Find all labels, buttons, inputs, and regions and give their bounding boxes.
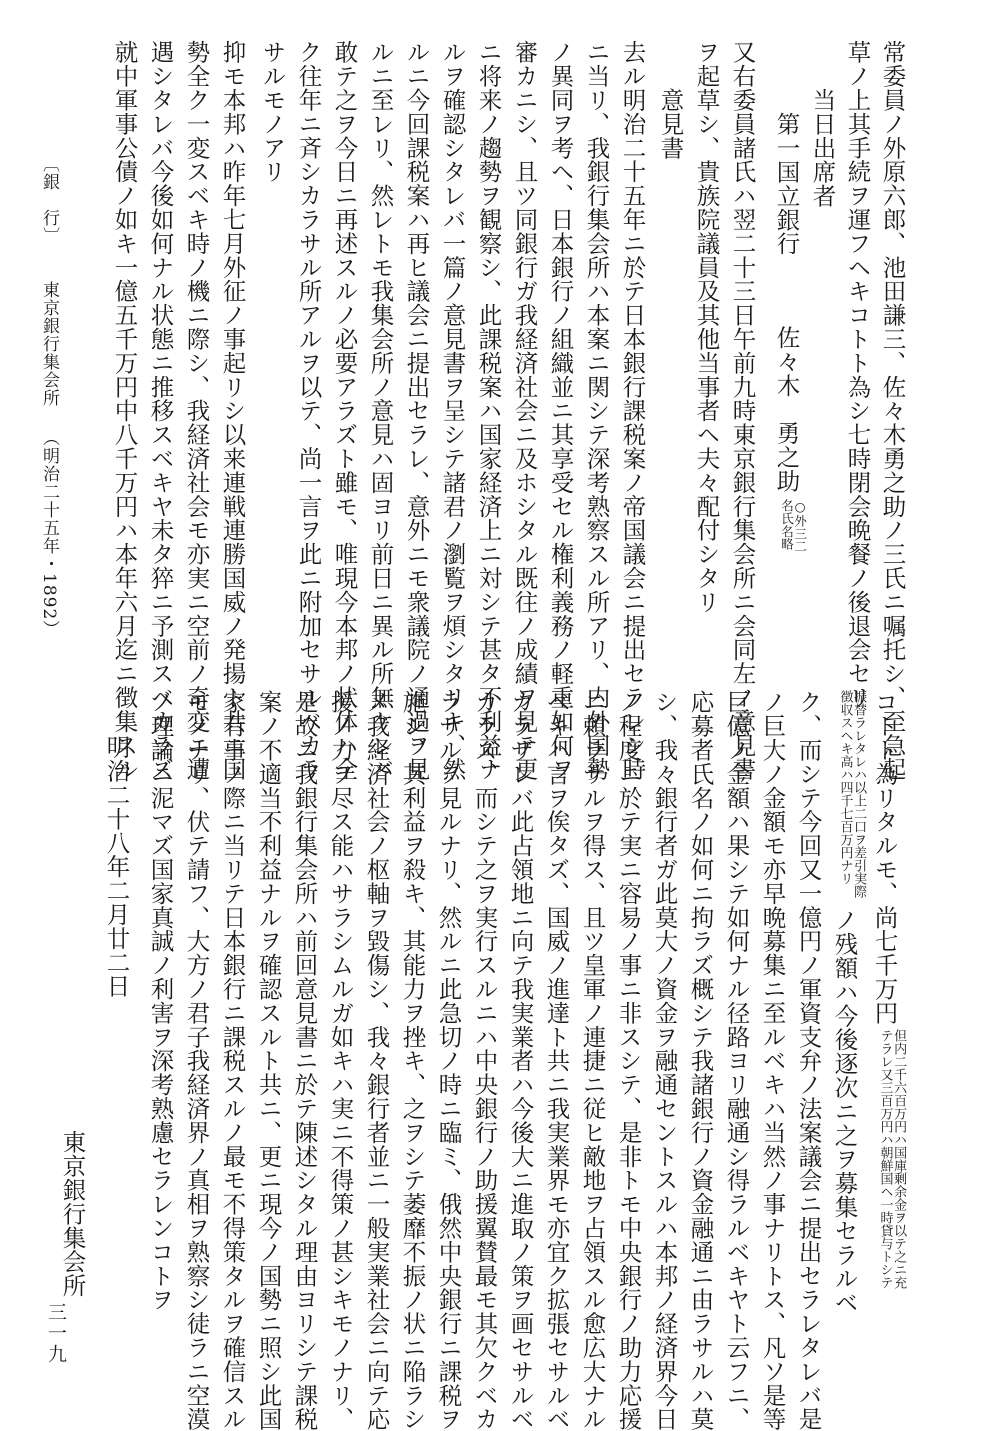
text-column: ルニ今回課税案ハ再ヒ議会ニ提出セラレ、意外ニモ衆議院ノ通過ヲ見 [402, 40, 431, 781]
text-column: モノナリ、伏テ請フ、大方ノ君子我経済界ノ真相ヲ熟察シ徒ラニ空漠 [182, 690, 211, 1431]
column-text: ノ残額ハ今後逐次ニ之ヲ募集セラルベ [830, 908, 859, 1315]
inline-note [878, 1029, 905, 1289]
attendee-bank: 第一国立銀行 [772, 112, 801, 256]
text-column: 家有事ノ際ニ当リテ日本銀行ニ課税スルノ最モ不得策タルヲ確信スル [218, 690, 247, 1431]
text-column: シ、我々銀行者ガ此莫大ノ資金ヲ融通セントスルハ本邦ノ経済界今日 [650, 690, 679, 1431]
text-column: ク、而シテ今回又一億円ノ軍資支弁ノ法案議会ニ提出セラレタレバ是 [794, 690, 823, 1431]
text-column: サルモノアリ [258, 40, 287, 184]
text-column: 敢テ之ヲ今日ニ再述スルノ必要アラズト雖モ、唯現今本邦ノ状体ハ全 [330, 40, 359, 781]
attendee-note [780, 499, 806, 553]
text-column: 是故ニ我銀行集会所ハ前回意見書ニ於テ陳述シタル理由ヨリシテ課税 [290, 690, 319, 1431]
page-number: 三一九 [45, 1302, 67, 1365]
column-text: コトト為リタルモ、尚七千万円 [870, 690, 899, 1025]
text-column: 勢全ク一変スベキ時ノ機ニ際シ、我経済社会モ亦実ニ空前ノ奇変ニ遭 [182, 40, 211, 781]
text-column: 草ノ上其手続ヲ運フヘキコトト為シ七時閉会晩餐ノ後退会セリ [843, 40, 872, 710]
note-line: 振替ラレタレハ以上二口ヲ差引実際 [851, 690, 867, 898]
note-line: 但内二千六百万円ハ国庫剰余金ヲ以テ之ニ充 [891, 1028, 907, 1289]
text-column: ニ頼ラサルヲ得ス、且ツ皇軍ノ連捷ニ従ヒ敵地ヲ占領スル愈広大ナル [578, 690, 607, 1431]
text-column: 審カニシ、且ツ同銀行ガ我経済社会ニ及ホシタル既往ノ成績ヲ見テ更 [510, 40, 539, 781]
text-column: ルニ至レリ、然レトモ我集会所ノ意見ハ固ヨリ前日ニ異ル所無ケレバ [366, 40, 395, 781]
text-column: ノ理論ニ泥マズ国家真誠ノ利害ヲ深考熟慮セラレンコトヲ [146, 690, 175, 1312]
note-line: 徴収スヘキ高ハ四千七百万円ナリ [837, 690, 853, 885]
text-column: 又右委員諸氏ハ翌二十三日午前九時東京銀行集会所ニ会同左ノ意見書 [728, 40, 757, 781]
section-heading: 意見書 [656, 88, 685, 160]
text-column: 応募者氏名ノ如何ニ拘ラズ概シテ我諸銀行ノ資金融通ニ由ラサルハ莫 [686, 690, 715, 1431]
text-column: 案ノ不適当不利益ナルヲ確認スルト共ニ、更ニ現今ノ国勢ニ照シ此国 [254, 690, 283, 1431]
text-column: カラザレバ此占領地ニ向テ我実業者ハ今後大ニ進取ノ策ヲ画セサルベ [506, 690, 535, 1431]
text-column: 就中軍事公債ノ如キ一億五千万円中八千万円ハ本年六月迄ニ徴集スル [110, 40, 139, 781]
footer-publisher: 東京銀行集会所 [39, 281, 59, 407]
inline-note [838, 690, 865, 898]
text-column [832, 690, 865, 1314]
text-column: ニ当リ、我銀行集会所ハ本案ニ関シテ深考熟察スル所アリ、内外国勢 [582, 40, 611, 781]
text-column: 当日出席者 [808, 88, 837, 208]
text-column [872, 690, 905, 1289]
text-column: ルヲ確認シタレバ一篇ノ意見書ヲ呈シテ諸君ノ瀏覧ヲ煩シタリキ、然 [438, 40, 467, 781]
text-column: 巨億ノ金額ハ果シテ如何ナル径路ヨリ融通シ得ラルベキヤト云フニ、 [722, 690, 751, 1431]
text-column: ベキハ言ヲ俟タズ、国威ノ進達ト共ニ我実業界モ亦宜ク拡張セサルベ [542, 690, 571, 1431]
note-line: テラレ又三百万円ハ朝鮮国ヘ一時貸与トシテ [877, 1028, 893, 1289]
text-column: ノ程度ニ於テ実ニ容易ノ事ニ非スシテ、是非トモ中央銀行ノ助力応援 [614, 690, 643, 1431]
attendee-column [774, 112, 807, 553]
text-column: 援ノ力ヲ尽ス能ハサラシムルガ如キハ実ニ不得策ノ甚シキモノナリ、 [326, 690, 355, 1431]
text-column: 遇シタレバ今後如何ナル状態ニ推移スベキヤ未タ猝ニ予測スベカラズ [146, 40, 175, 781]
footer-year: （明治二十五年・1892） [39, 429, 59, 639]
text-column: ク往年ニ斉シカラサル所アルヲ以テ、尚一言ヲ此ニ附加セサルベカラ [294, 40, 323, 781]
text-column: カラズ、而シテ之ヲ実行スルニハ中央銀行ノ助援翼賛最モ其欠クベカ [470, 690, 499, 1431]
document-date: 明治二十八年二月廿二日 [102, 735, 131, 998]
attendee-name: 佐々木 勇之助 [772, 325, 801, 493]
text-column: ニ将来ノ趨勢ヲ観察シ、此課税案ハ国家経済上ニ対シテ甚タ不利益ナ [474, 40, 503, 781]
text-column: メ我経済社会ノ枢軸ヲ毀傷シ、我々銀行者並ニ一般実業社会ニ向テ応 [362, 690, 391, 1431]
text-column: 施シ、其利益ヲ殺キ、其能力ヲ挫キ、之ヲシテ萎靡不振ノ状ニ陥ラシ [398, 690, 427, 1431]
text-column: 去ル明治二十五年ニ於テ日本銀行課税案ノ帝国議会ニ提出セラレシ時 [618, 40, 647, 781]
running-footer [40, 155, 57, 638]
text-column: ヲ起草シ、貴族院議員及其他当事者ヘ夫々配付シタリ [692, 40, 721, 614]
text-column: ラサルヲ見ルナリ、然ルニ此急切ノ時ニ臨ミ、俄然中央銀行ニ課税ヲ [434, 690, 463, 1431]
footer-category: 〔銀 行〕 [39, 155, 59, 245]
text-column: 常委員ノ外原六郎、池田謙三、佐々木勇之助ノ三氏ニ嘱托シ、至急起 [878, 40, 907, 781]
document-signature: 東京銀行集会所 [58, 1130, 87, 1298]
text-column: ノ異同ヲ考ヘ、日本銀行ノ組織並ニ其享受セル権利義務ノ軽重如何ヲ [546, 40, 575, 781]
text-column: ノ巨大ノ金額モ亦早晩募集ニ至ルベキハ当然ノ事ナリトス、凡ソ是等 [758, 690, 787, 1431]
note-line: ○外三二 [792, 498, 808, 553]
text-column: 抑モ本邦ハ昨年七月外征ノ事起リシ以来連戦連勝国威ノ発揚ト共ニ国 [218, 40, 247, 781]
note-line: 名氏名略 [779, 498, 795, 551]
